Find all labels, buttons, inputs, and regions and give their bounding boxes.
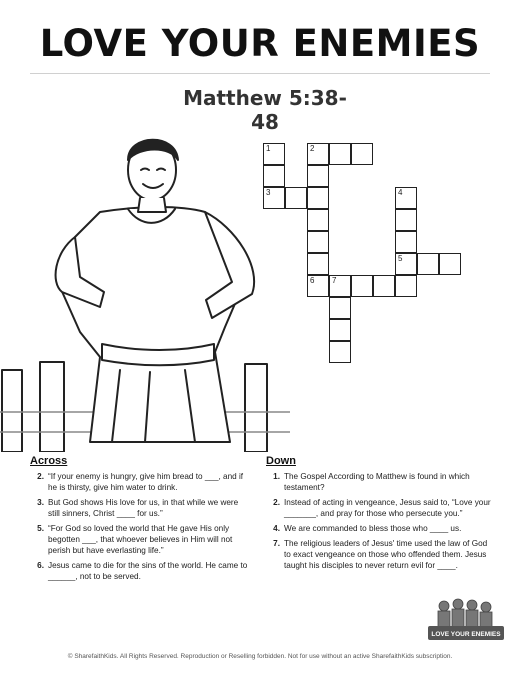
crossword-cell[interactable] [351, 275, 373, 297]
title-divider [30, 73, 490, 74]
crossword-cell[interactable] [263, 143, 285, 165]
clue-number: 3 [266, 188, 271, 197]
clue-item: 3. But God shows His love for us, in that while we were still sinners, Christ ____ for us.” [37, 498, 239, 518]
crossword-cell[interactable] [307, 165, 329, 187]
clue-number: 2 [310, 144, 315, 153]
across-heading: Across [30, 455, 68, 467]
crossword-cell[interactable] [329, 275, 351, 297]
crossword-cell[interactable] [395, 209, 417, 231]
down-clues [266, 456, 491, 575]
crossword-cell[interactable] [395, 253, 417, 275]
copyright-footer: © SharefaithKids. All Rights Reserved. Reproduction or Reselling forbidden. Not for use without an active SharefaithKids subscription. [67, 653, 453, 660]
down-heading: Down [266, 455, 296, 467]
crossword-cell[interactable] [351, 143, 373, 165]
page-title: LOVE YOUR ENEMIES [39, 22, 481, 65]
crossword-cell[interactable] [307, 253, 329, 275]
crossword-cell[interactable] [307, 275, 329, 297]
crossword-cell[interactable] [373, 275, 395, 297]
crossword-cell[interactable] [395, 187, 417, 209]
clue-item: 2. “If your enemy is hungry, give him bread to ___, and if he is thirsty, give him water to drink. [37, 472, 244, 492]
across-clues [30, 456, 250, 586]
jesus-illustration [0, 112, 290, 452]
crossword-cell[interactable] [395, 275, 417, 297]
crossword-cell[interactable] [285, 187, 307, 209]
clue-item: 4. We are commanded to bless those who ____ us. [273, 524, 462, 533]
fence-post [245, 364, 267, 452]
clue-item: 2. Instead of acting in vengeance, Jesus said to, “Love your _______, and pray for those who persecute you.” [273, 498, 491, 518]
crossword-cell[interactable] [417, 253, 439, 275]
clue-item: 6. Jesus came to die for the sins of the world. He came to ______, not to be served. [37, 561, 248, 581]
crossword-cell[interactable] [329, 341, 351, 363]
clue-number: 5 [398, 254, 403, 263]
lesson-badge-logo [424, 596, 508, 644]
crossword-cell[interactable] [307, 187, 329, 209]
fence-post [40, 362, 64, 452]
crossword-cell[interactable] [395, 231, 417, 253]
clue-number: 6 [310, 276, 315, 285]
crossword-cell[interactable] [307, 209, 329, 231]
crossword-cell[interactable] [329, 297, 351, 319]
crossword-cell[interactable] [307, 231, 329, 253]
crossword-cell[interactable] [439, 253, 461, 275]
badge-text: LOVE YOUR ENEMIES [431, 631, 501, 638]
clue-item: 7. The religious leaders of Jesus' time used the law of God to exact vengeance on those who offended them. Jesus taught his disciples to never return evil for ____. [273, 539, 488, 570]
scripture-reference: Matthew 5:38-48 [183, 86, 347, 134]
clue-number: 1 [266, 144, 271, 153]
crossword-cell[interactable] [329, 319, 351, 341]
clue-number: 7 [332, 276, 337, 285]
crossword-cell[interactable] [307, 143, 329, 165]
clue-number: 4 [398, 188, 403, 197]
clue-item: 1. The Gospel According to Matthew is found in which testament? [273, 472, 470, 492]
crossword-cell[interactable] [263, 165, 285, 187]
crossword-cell[interactable] [263, 187, 285, 209]
fence-post [2, 370, 22, 452]
clue-item: 5. “For God so loved the world that He gave His only begotten ___, that whoever believes in Him will not perish but have everlasting life.” [37, 524, 233, 555]
crossword-cell[interactable] [329, 143, 351, 165]
